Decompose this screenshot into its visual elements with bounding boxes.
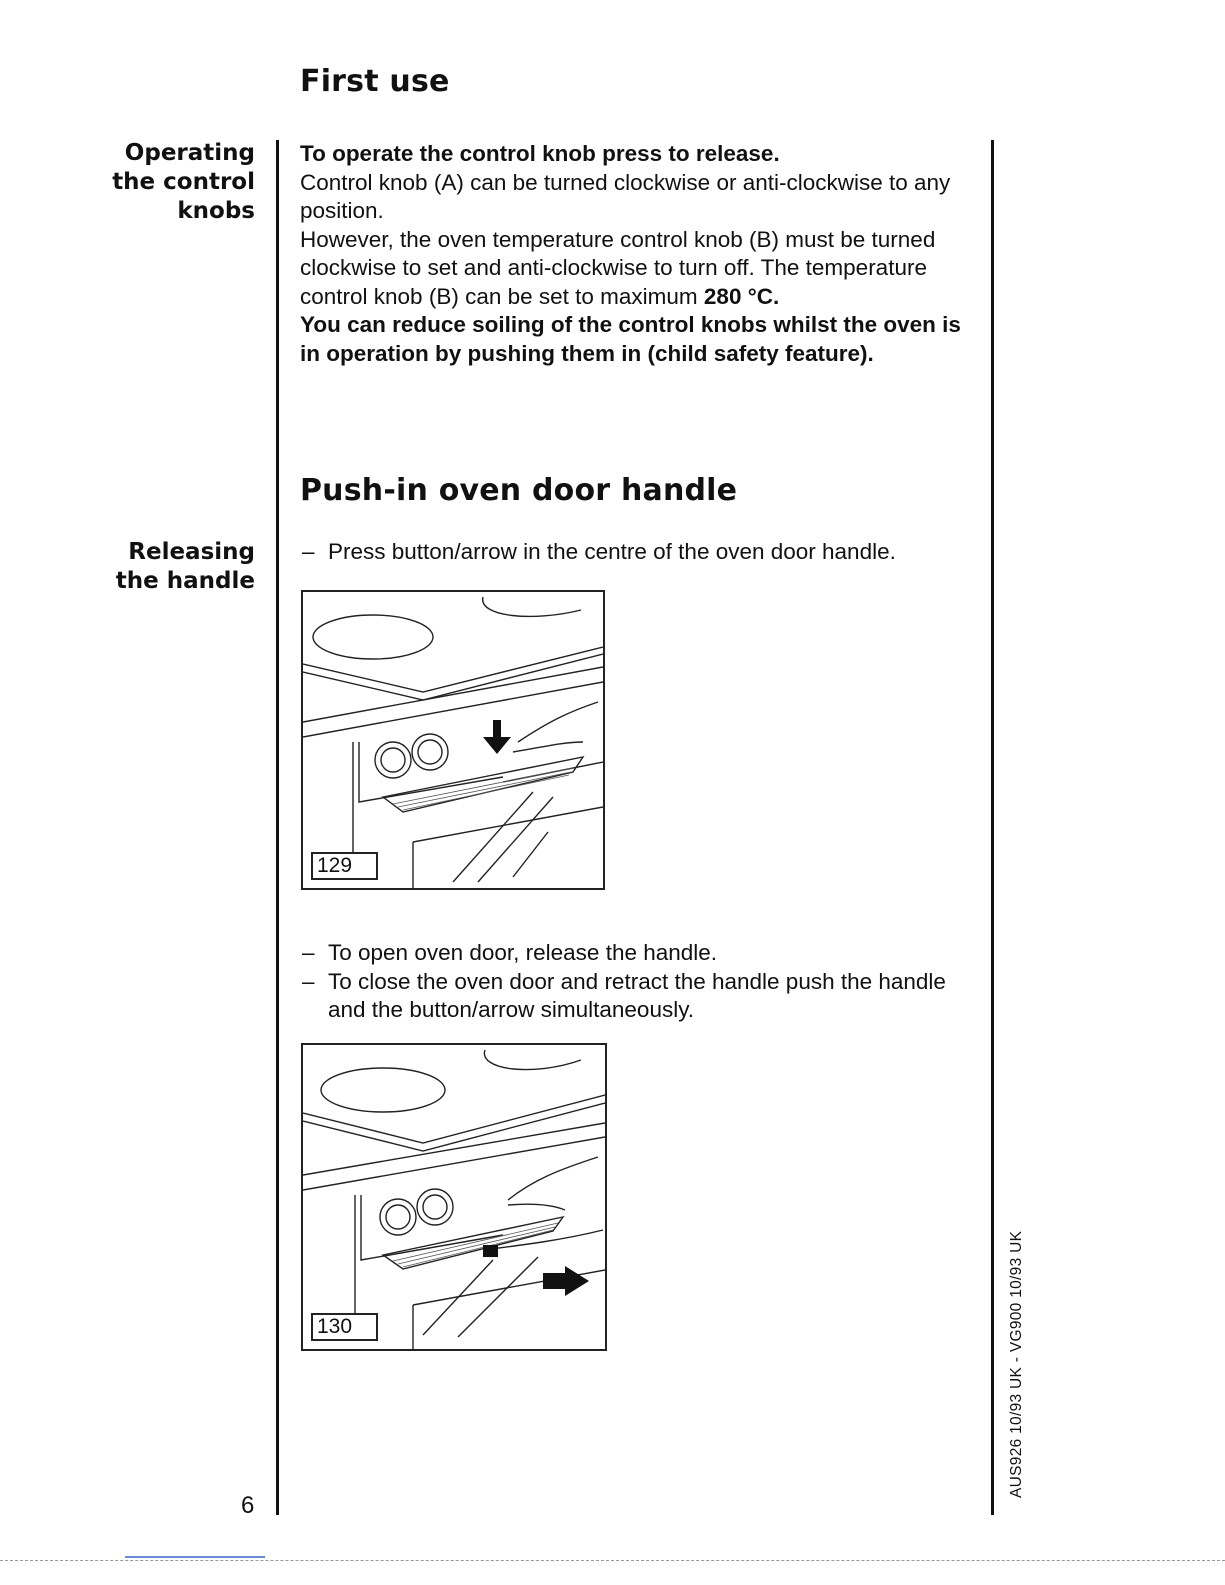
knobs-section xyxy=(300,140,975,368)
list-item xyxy=(300,538,1003,567)
figure-label: 129 xyxy=(311,852,378,880)
left-divider xyxy=(276,140,279,1515)
figure-130 xyxy=(301,1043,607,1351)
knobs-para-2-lead: However, the oven temperature control knob (B) must be turned clockwise to set and anti-clockwise to turn off. The temperature control knob (B) can be set to maximum xyxy=(300,226,936,309)
list-item xyxy=(300,939,975,968)
sidebar-line: knobs xyxy=(177,198,255,224)
sidebar-line: the control xyxy=(112,169,255,195)
right-divider xyxy=(991,140,994,1515)
max-temperature-value: 280 °C. xyxy=(703,283,780,309)
sidebar-label-operating xyxy=(55,139,255,226)
knobs-heading: To operate the control knob press to release. xyxy=(300,141,780,166)
bullet-dash: – xyxy=(302,539,315,564)
section-title: First use xyxy=(300,64,450,99)
steps-list xyxy=(300,939,975,1025)
figure-label: 130 xyxy=(311,1313,378,1341)
knobs-para-3: You can reduce soiling of the control knobs whilst the oven is in operation by pushing them in (child safety feature). xyxy=(300,312,961,366)
sidebar-line: the handle xyxy=(115,568,255,594)
figure-129 xyxy=(301,590,605,890)
bullet-dash: – xyxy=(302,940,315,965)
step-text: To open oven door, release the handle. xyxy=(328,940,718,965)
document-code: AUS926 10/93 UK - VG900 10/93 UK xyxy=(1008,1230,1025,1498)
sidebar-line: Releasing xyxy=(128,539,255,565)
knobs-para-1: Control knob (A) can be turned clockwise or anti-clockwise to any position. xyxy=(300,169,951,223)
bottom-mark xyxy=(125,1556,265,1558)
step-text: To close the oven door and retract the handle push the handle and the button/arrow simultaneously. xyxy=(328,968,946,1022)
oven-illustration-retract xyxy=(303,1045,605,1349)
knobs-para-2 xyxy=(300,226,975,312)
press-arrow-icon xyxy=(483,720,511,754)
oven-illustration-press xyxy=(303,592,603,888)
list-item xyxy=(300,968,975,1025)
sidebar-line: Operating xyxy=(124,140,255,166)
step-text: Press button/arrow in the centre of the oven door handle. xyxy=(328,539,896,564)
handle-heading: Push-in oven door handle xyxy=(300,473,738,508)
retract-arrow-icon xyxy=(543,1266,589,1296)
bullet-dash: – xyxy=(302,968,315,994)
bottom-rule xyxy=(0,1560,1225,1561)
sidebar-label-releasing xyxy=(55,538,255,596)
page-number: 6 xyxy=(241,1492,255,1519)
